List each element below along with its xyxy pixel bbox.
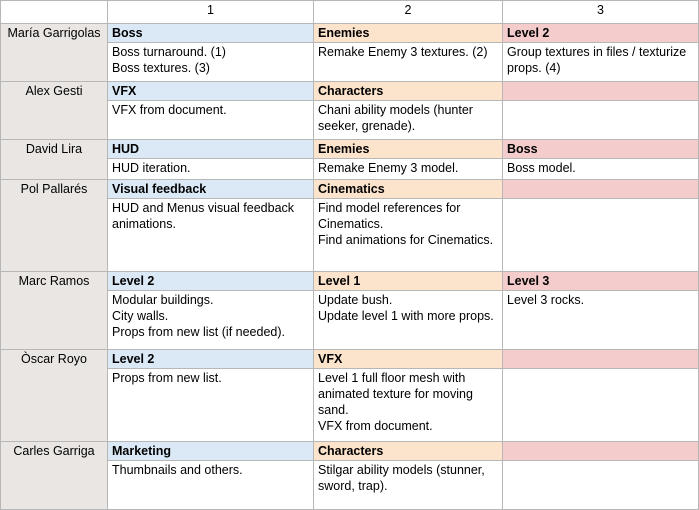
- category-cell[interactable]: Boss: [108, 24, 314, 43]
- category-row: [1, 350, 699, 369]
- column-header-3[interactable]: 3: [503, 1, 699, 24]
- task-cell[interactable]: [108, 43, 314, 82]
- category-cell[interactable]: Level 1: [314, 272, 503, 291]
- category-cell[interactable]: Enemies: [314, 140, 503, 159]
- task-item: City walls.: [112, 309, 169, 323]
- task-item: Boss model.: [507, 161, 576, 175]
- person-name[interactable]: Carles Garriga: [1, 442, 108, 510]
- task-item: Thumbnails and others.: [112, 463, 243, 477]
- category-cell[interactable]: Marketing: [108, 442, 314, 461]
- task-cell[interactable]: [108, 369, 314, 442]
- person-name[interactable]: David Lira: [1, 140, 108, 180]
- task-item: Remake Enemy 3 model.: [318, 161, 459, 175]
- task-item: Update bush.: [318, 293, 393, 307]
- task-cell[interactable]: [108, 199, 314, 272]
- category-cell[interactable]: VFX: [314, 350, 503, 369]
- task-item: HUD iteration.: [112, 161, 191, 175]
- task-item: VFX from document.: [112, 103, 227, 117]
- category-cell[interactable]: Enemies: [314, 24, 503, 43]
- category-row: [1, 442, 699, 461]
- task-item: Find model references for Cinematics.: [318, 201, 461, 231]
- task-item: Props from new list (if needed).: [112, 325, 285, 339]
- category-row: [1, 272, 699, 291]
- task-item: Update level 1 with more props.: [318, 309, 494, 323]
- person-name[interactable]: Alex Gesti: [1, 82, 108, 140]
- task-cell[interactable]: [503, 101, 699, 140]
- task-cell[interactable]: [108, 461, 314, 510]
- category-cell[interactable]: [503, 442, 699, 461]
- person-name[interactable]: Pol Pallarés: [1, 180, 108, 272]
- task-item: Level 1 full floor mesh with animated texture for moving sand.: [318, 371, 473, 417]
- category-cell[interactable]: HUD: [108, 140, 314, 159]
- task-cell[interactable]: [108, 159, 314, 180]
- category-cell[interactable]: Visual feedback: [108, 180, 314, 199]
- category-cell[interactable]: VFX: [108, 82, 314, 101]
- task-cell[interactable]: [314, 291, 503, 350]
- task-cell[interactable]: [314, 369, 503, 442]
- category-cell[interactable]: Cinematics: [314, 180, 503, 199]
- task-cell[interactable]: [503, 43, 699, 82]
- task-item: Props from new list.: [112, 371, 222, 385]
- task-item: Stilgar ability models (stunner, sword, trap).: [318, 463, 485, 493]
- person-name[interactable]: María Garrigolas: [1, 24, 108, 82]
- task-item: Find animations for Cinematics.: [318, 233, 494, 247]
- category-cell[interactable]: Level 2: [108, 272, 314, 291]
- category-row: [1, 180, 699, 199]
- category-row: [1, 24, 699, 43]
- category-row: [1, 82, 699, 101]
- task-item: Level 3 rocks.: [507, 293, 585, 307]
- task-cell[interactable]: [503, 461, 699, 510]
- corner-cell[interactable]: [1, 1, 108, 24]
- category-cell[interactable]: Characters: [314, 82, 503, 101]
- task-cell[interactable]: [503, 369, 699, 442]
- category-row: [1, 140, 699, 159]
- column-header-1[interactable]: 1: [108, 1, 314, 24]
- person-name[interactable]: Òscar Royo: [1, 350, 108, 442]
- task-cell[interactable]: [503, 199, 699, 272]
- category-cell[interactable]: Characters: [314, 442, 503, 461]
- task-cell[interactable]: [503, 291, 699, 350]
- task-cell[interactable]: [108, 291, 314, 350]
- task-cell[interactable]: [314, 461, 503, 510]
- category-cell[interactable]: [503, 350, 699, 369]
- category-cell[interactable]: Boss: [503, 140, 699, 159]
- task-item: Group textures in files / texturize props. (4): [507, 45, 687, 75]
- task-cell[interactable]: [314, 159, 503, 180]
- task-item: VFX from document.: [318, 419, 433, 433]
- task-cell[interactable]: [108, 101, 314, 140]
- person-name[interactable]: Marc Ramos: [1, 272, 108, 350]
- task-cell[interactable]: [314, 199, 503, 272]
- task-item: HUD and Menus visual feedback animations.: [112, 201, 295, 231]
- task-item: Remake Enemy 3 textures. (2): [318, 45, 488, 59]
- task-cell[interactable]: [314, 101, 503, 140]
- category-cell[interactable]: Level 2: [503, 24, 699, 43]
- category-cell[interactable]: [503, 82, 699, 101]
- category-cell[interactable]: [503, 180, 699, 199]
- task-item: Chani ability models (hunter seeker, grenade).: [318, 103, 473, 133]
- header-row: [1, 1, 699, 24]
- column-header-2[interactable]: 2: [314, 1, 503, 24]
- task-item: Boss textures. (3): [112, 61, 210, 75]
- task-item: Boss turnaround. (1): [112, 45, 226, 59]
- task-cell[interactable]: [503, 159, 699, 180]
- category-cell[interactable]: Level 3: [503, 272, 699, 291]
- category-cell[interactable]: Level 2: [108, 350, 314, 369]
- task-item: Modular buildings.: [112, 293, 214, 307]
- task-cell[interactable]: [314, 43, 503, 82]
